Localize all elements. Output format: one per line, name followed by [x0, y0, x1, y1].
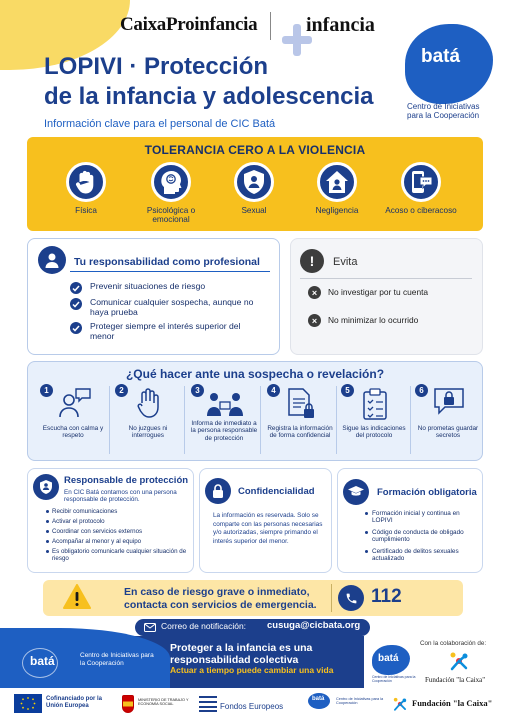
step-label: Informa de inmediato a la persona responsable de protección	[190, 420, 258, 442]
step-number-badge: 3	[191, 384, 204, 397]
step-label: No juzgues ni interrogues	[128, 425, 168, 440]
logo-divider	[270, 12, 271, 40]
step-divider	[109, 386, 110, 454]
step-icon-1	[52, 388, 96, 422]
step-number-badge: 6	[415, 384, 428, 397]
violence-type-icon-5	[401, 162, 441, 202]
responsibility-item: Comunicar cualquier sospecha, aunque no haya prueba	[90, 297, 254, 317]
bullet-icon	[365, 512, 368, 515]
check-icon	[70, 322, 82, 334]
avoid-item: No investigar por tu cuenta	[328, 287, 429, 297]
infancia-logo: infancia	[282, 12, 382, 52]
hand-stop-icon	[75, 170, 97, 194]
spain-crest-icon	[122, 695, 134, 713]
responsable-item: Es obligatorio comunicarle cualquier situación de riesgo	[52, 548, 187, 563]
violence-type-icon-2	[151, 162, 191, 202]
responsable-item: Activar el protocolo	[52, 518, 105, 525]
emergency-text: En caso de riesgo grave o inmediato, contacta con servicios de emergencia.	[124, 586, 317, 611]
graduation-cap-icon	[343, 479, 369, 505]
lock-icon	[205, 478, 231, 504]
tolerance-title: TOLERANCIA CERO A LA VIOLENCIA	[144, 143, 366, 157]
formacion-title: Formación obligatoria	[377, 487, 477, 498]
violence-type-icon-1	[66, 162, 106, 202]
violence-type-label: Negligencia	[315, 206, 359, 215]
bullet-icon	[46, 520, 49, 523]
step-label: Sigue las indicaciones del protocolo	[342, 425, 406, 440]
bullet-icon	[365, 531, 368, 534]
footer-fundacion-label: Fundación "la Caixa"	[425, 676, 486, 684]
step-divider	[336, 386, 337, 454]
fondos-icon	[199, 696, 217, 712]
violence-type-icon-3	[234, 162, 274, 202]
violence-type-icon-4	[317, 162, 357, 202]
eu-flag-icon	[14, 694, 42, 713]
confidencialidad-text: La información es reservada. Solo se comparte con las personas necesarias y/o autorizadas, siempre primando el interés superior del menor.	[213, 512, 323, 545]
shield-person-icon	[33, 474, 59, 500]
step-icon-6	[427, 388, 471, 422]
responsibility-item: Proteger siempre el interés superior del menor	[90, 321, 241, 341]
violence-type-label: Física	[75, 206, 97, 215]
x-circle-icon: ×	[308, 286, 321, 299]
step-number-badge: 4	[267, 384, 280, 397]
step-icon-4	[279, 388, 323, 422]
step-number-badge: 5	[341, 384, 354, 397]
steps-title: ¿Qué hacer ante una sospecha o revelación?	[125, 367, 385, 381]
head-brain-icon	[160, 170, 182, 194]
step-number-badge: 2	[115, 384, 128, 397]
person-shield-icon	[243, 170, 265, 194]
caixa-proinfancia-logo: CaixaProinfancia	[120, 14, 258, 35]
star-logo-icon	[448, 650, 470, 672]
check-icon	[70, 298, 82, 310]
page-subtitle: Información clave para el personal de CIC Batá	[44, 118, 276, 130]
responsable-item: Acompañar al menor y al equipo	[52, 538, 142, 545]
step-label: Registra la información de forma confidencial	[267, 425, 333, 440]
sponsors-star-icon	[392, 696, 408, 712]
step-icon-2	[127, 388, 171, 422]
ministerio-label: MINISTERIO DE TRABAJO Y ECONOMÍA SOCIAL	[138, 698, 189, 707]
step-icon-5	[353, 388, 397, 422]
responsable-intro: En CIC Batá contamos con una persona responsable de protección.	[64, 489, 177, 504]
page-title: LOPIVI · Protección de la infancia y adolescencia	[44, 53, 374, 110]
exclamation-icon: !	[300, 249, 324, 273]
footer-bata-logo: batá Centro de Iniciativas para la Cooperación	[22, 644, 162, 684]
x-circle-icon: ×	[308, 314, 321, 327]
warning-icon	[63, 584, 91, 609]
phone-chat-icon	[409, 170, 433, 194]
bullet-icon	[46, 540, 49, 543]
footer-small-bata-logo: batá Centro de Iniciativas para la Cooperación	[370, 643, 415, 685]
emergency-number[interactable]: 112	[371, 586, 402, 607]
step-number-badge: 1	[40, 384, 53, 397]
collab-label: Con la colaboración de:	[420, 640, 487, 647]
bullet-icon	[46, 510, 49, 513]
notification-label: Correo de notificación:	[161, 621, 247, 631]
avoid-item: No minimizar lo ocurrido	[328, 315, 419, 325]
responsibility-item: Prevenir situaciones de riesgo	[90, 281, 206, 291]
formacion-item: Certificado de delitos sexuales actualizado	[372, 548, 459, 563]
responsable-item: Coordinar con servicios externos	[52, 528, 143, 535]
confidencialidad-title: Confidencialidad	[238, 486, 315, 497]
responsibility-divider	[70, 271, 270, 272]
check-icon	[70, 282, 82, 294]
fondos-label: Fondos Europeos	[220, 702, 284, 711]
sponsors-bata-text: batá	[312, 696, 325, 702]
footer-slogan: Proteger a la infancia es una responsabilidad colectiva Actuar a tiempo puede cambiar una vida	[170, 642, 334, 676]
eu-label: Cofinanciado por la Unión Europea	[46, 696, 103, 709]
envelope-icon	[144, 623, 156, 632]
emergency-divider	[331, 584, 332, 612]
formacion-item: Código de conducta de obligado cumplimiento	[372, 529, 464, 544]
responsable-item: Recibir comunicaciones	[52, 508, 118, 515]
step-icon-3	[203, 388, 247, 422]
notification-email[interactable]: cusuga@cicbata.org	[267, 620, 361, 631]
sponsors-bata-tagline: Centro de Iniciativas para la Cooperación	[336, 697, 384, 706]
avoid-title: Evita	[333, 256, 358, 268]
step-label: No prometas guardar secretos	[417, 425, 479, 440]
responsibility-title: Tu responsabilidad como profesional	[74, 256, 260, 268]
phone-icon	[338, 585, 364, 611]
step-divider	[260, 386, 261, 454]
avoid-divider	[300, 278, 472, 279]
violence-type-label: Psicológica o emocional	[146, 206, 196, 225]
violence-type-label: Acoso o ciberacoso	[385, 206, 457, 215]
step-divider	[184, 386, 185, 454]
bullet-icon	[365, 550, 368, 553]
house-child-icon	[325, 170, 349, 194]
bata-logo-header: batá Centro de Iniciativas para la Cooperación	[395, 18, 495, 128]
formacion-item: Formación inicial y continua en LOPIVI	[372, 510, 460, 525]
bullet-icon	[46, 530, 49, 533]
person-icon	[38, 246, 66, 274]
violence-type-label: Sexual	[241, 206, 267, 215]
responsable-title: Responsable de protección	[64, 475, 189, 486]
bullet-icon	[46, 550, 49, 553]
sponsors-fundacion: Fundación "la Caixa"	[412, 698, 493, 708]
step-label: Escucha con calma y respeto	[42, 425, 104, 440]
step-divider	[410, 386, 411, 454]
